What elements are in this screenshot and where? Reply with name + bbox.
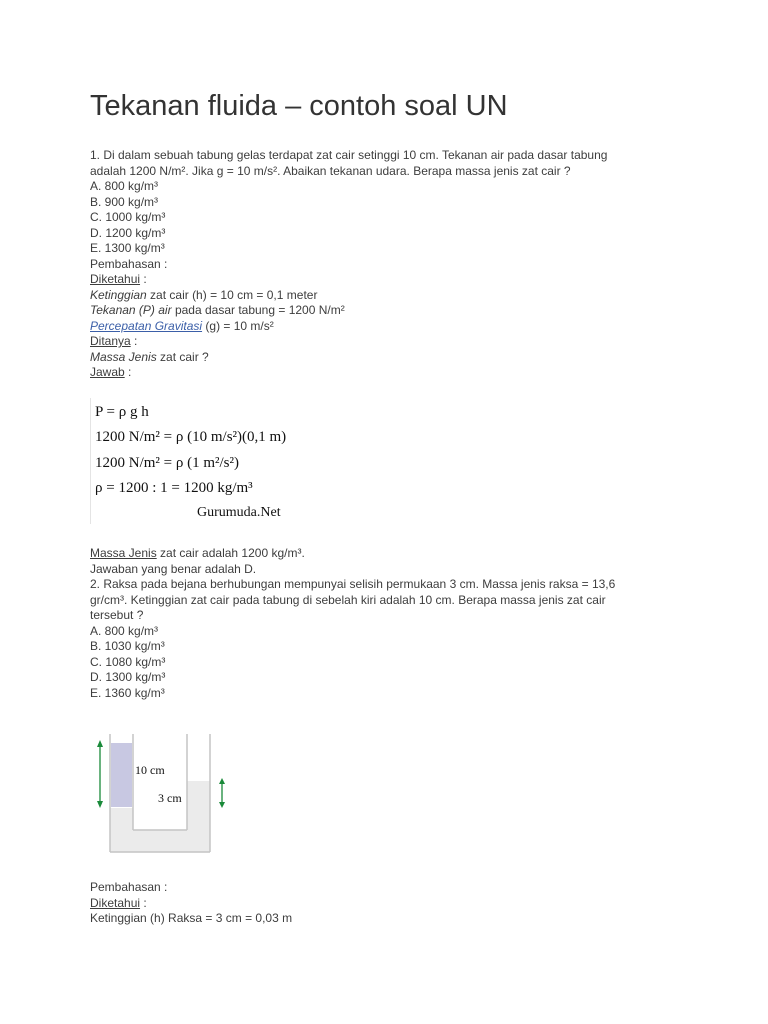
q2-text-line: 2. Raksa pada bejana berhubungan mempunyai selisih permukaan 3 cm. Massa jenis raksa = 13,6 [90,577,616,591]
q1-option-e: E. 1300 kg/m³ [90,241,165,255]
diketahui-label: Diketahui [90,272,141,286]
answer-result [90,546,305,562]
ketinggian-term: Ketinggian [90,287,147,302]
q1-ditanya-heading [90,334,607,350]
q1-asked [90,350,607,366]
ketinggian-value: zat cair (h) = 10 cm = 0,1 meter [146,287,318,302]
q2-pembahasan: Pembahasan : [90,880,168,894]
result-value: zat cair adalah 1200 kg/m³. [156,546,305,560]
formula-line: ρ = 1200 : 1 = 1200 kg/m³ [95,480,253,496]
percepatan-gravitasi-link[interactable]: Percepatan Gravitasi [90,318,203,333]
q1-pembahasan: Pembahasan : [90,256,168,271]
height-arrow-3cm [219,778,225,808]
colon: : [140,272,147,286]
q1-option-d: D. 1200 kg/m³ [90,225,166,240]
q2-option-a: A. 800 kg/m³ [90,623,159,638]
q1-diketahui-heading [90,272,607,288]
q1-text-line: adalah 1200 N/m². Jika g = 10 m/s². Abaikan tekanan udara. Berapa massa jenis zat cair ? [90,163,571,178]
q2-given-height: Ketinggian (h) Raksa = 3 cm = 0,03 m [90,911,293,925]
ditanya-label: Ditanya [90,334,131,348]
colon: : [130,334,138,348]
page-title: Tekanan fluida – contoh soal UN [90,90,508,122]
question-2-pembahasan [90,880,292,927]
answer-correct: Jawaban yang benar adalah D. [90,561,257,576]
colon: : [140,895,147,910]
q1-given-pressure [90,303,607,319]
q2-option-c: C. 1080 kg/m³ [90,654,166,669]
q2-text-line: gr/cm³. Ketinggian zat cair pada tabung di sebelah kiri adalah 10 cm. Berapa massa jenis zat cair [90,592,606,607]
u-tube-figure [90,726,250,858]
q2-text-line: tersebut ? [90,608,144,622]
massa-jenis-term: Massa Jenis [90,546,157,560]
watermark: Gurumuda.Net [197,505,281,520]
q1-given-height [90,288,607,304]
formula-line: 1200 N/m² = ρ (1 m²/s²) [95,455,240,471]
q1-jawab-heading [90,365,607,381]
q1-option-a: A. 800 kg/m³ [90,179,159,193]
answer-1 [90,546,305,577]
height-arrow-10cm [97,740,103,808]
diketahui-label: Diketahui [90,895,141,910]
question-1 [90,148,607,381]
q1-option-b: B. 900 kg/m³ [90,194,159,209]
tekanan-term: Tekanan (P) air [90,303,172,317]
q1-text-line: 1. Di dalam sebuah tabung gelas terdapat zat cair setinggi 10 cm. Tekanan air pada dasar tabung [90,148,608,162]
gravitasi-value: (g) = 10 m/s² [202,318,274,333]
massa-jenis-term: Massa Jenis [90,349,157,364]
tekanan-value: pada dasar tabung = 1200 N/m² [171,303,345,317]
label-3cm: 3 cm [158,791,182,805]
formula-line: 1200 N/m² = ρ (10 m/s²)(0,1 m) [95,429,287,445]
q1-given-gravity [90,319,607,335]
formula-line: P = ρ g h [95,404,149,420]
left-liquid-column [111,743,132,807]
q2-option-e: E. 1360 kg/m³ [90,685,165,700]
jawab-label: Jawab [90,365,125,379]
q2-option-d: D. 1300 kg/m³ [90,670,166,684]
formula-image [90,398,321,524]
question-2 [90,577,615,701]
q2-option-b: B. 1030 kg/m³ [90,639,165,653]
q2-diketahui-heading [90,896,292,912]
label-10cm: 10 cm [135,763,165,777]
colon: : [124,365,132,379]
asked-rest: zat cair ? [156,349,209,364]
q1-option-c: C. 1000 kg/m³ [90,210,166,224]
